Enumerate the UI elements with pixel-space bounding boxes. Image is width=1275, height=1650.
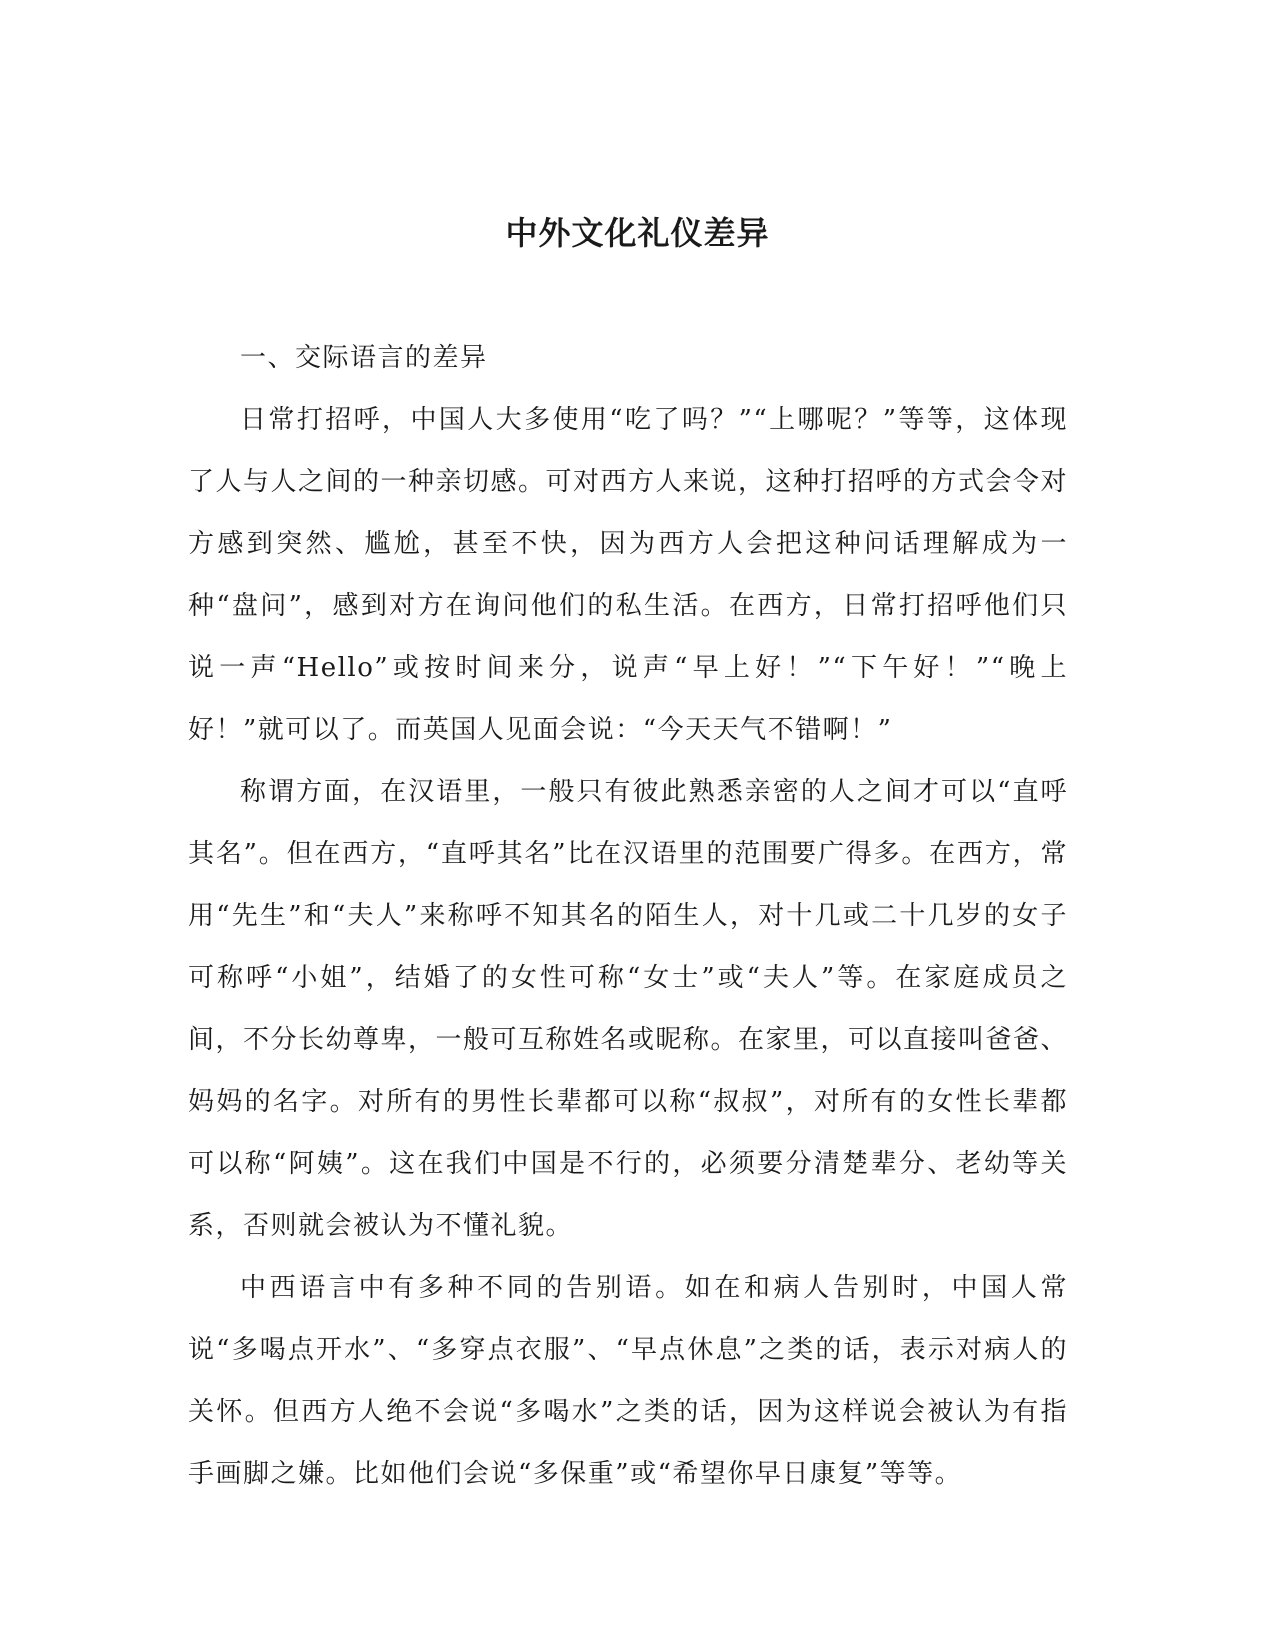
paragraph-forms-of-address: 称谓方面，在汉语里，一般只有彼此熟悉亲密的人之间才可以“直呼其名”。但在西方，“直呼其名”比在汉语里的范围要广得多。在西方，常用“先生”和“夫人”来称呼不知其名的陌生人，对十几或二十几岁的女子可称呼“小姐”，结婚了的女性可称“女士”或“夫人”等。在家庭成员之间，不分长幼尊卑，一般可互称姓名或昵称。在家里，可以直接叫爸爸、妈妈的名字。对所有的男性长辈都可以称“叔叔”，对所有的女性长辈都可以称“阿姨”。这在我们中国是不行的，必须要分清楚辈分、老幼等关系，否则就会被认为不懂礼貌。	[188, 777, 1069, 1241]
section-heading: 一、交际语言的差异	[240, 343, 488, 373]
paragraph-farewells: 中西语言中有多种不同的告别语。如在和病人告别时，中国人常说“多喝点开水”、“多穿点衣服”、“早点休息”之类的话，表示对病人的关怀。但西方人绝不会说“多喝水”之类的话，因为这样说会被认为有指手画脚之嫌。比如他们会说“多保重”或“希望你早日康复”等等。	[188, 1273, 1068, 1489]
document-body	[188, 327, 1068, 1505]
document-title: 中外文化礼仪差异	[505, 214, 770, 252]
paragraph-greetings: 日常打招呼，中国人大多使用“吃了吗？”“上哪呢？”等等，这体现了人与人之间的一种亲切感。可对西方人来说，这种打招呼的方式会令对方感到突然、尴尬，甚至不快，因为西方人会把这种问话理解成为一种“盘问”，感到对方在询问他们的私生活。在西方，日常打招呼他们只说一声“Hello”或按时间来分，说声“早上好！”“下午好！”“晚上好！”就可以了。而英国人见面会说：“今天天气不错啊！”	[188, 405, 1069, 745]
